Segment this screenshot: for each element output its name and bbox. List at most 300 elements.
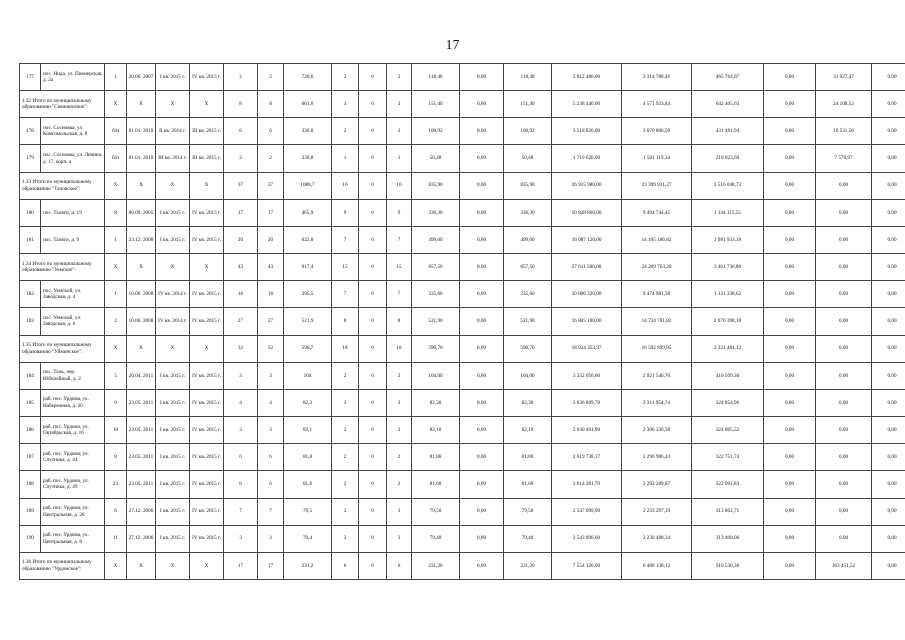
table-cell: 24 209 763,20 xyxy=(622,254,692,281)
table-cell: IV кв. 2015 г. xyxy=(190,471,224,498)
table-cell: 0,00 xyxy=(872,444,905,471)
table-cell: 82,3 xyxy=(284,389,332,416)
table-cell: IV кв. 2015 г. xyxy=(190,64,224,91)
table-cell: 2 xyxy=(387,118,412,145)
table-row xyxy=(20,118,905,145)
table-cell: 32 xyxy=(224,335,258,362)
subtotal-label: 1.36 Итого по муниципальному образованию "Урдомское": xyxy=(20,552,105,579)
table-cell: 01.01. 2010 xyxy=(127,145,156,172)
table-cell: 20.06. 2007 xyxy=(127,64,156,91)
table-cell: 917,4 xyxy=(284,254,332,281)
table-cell: 0 xyxy=(359,281,387,308)
table-cell: 16 xyxy=(332,172,359,199)
table-cell: 0,00 xyxy=(764,64,816,91)
table-cell: 14 734 781,82 xyxy=(622,308,692,335)
table-cell: 1 xyxy=(332,145,359,172)
table-cell: 0,00 xyxy=(460,417,504,444)
table-cell: 0,00 xyxy=(872,118,905,145)
table-cell: I кв. 2015 г. xyxy=(156,362,190,389)
table-cell: 81,6 xyxy=(284,471,332,498)
table-cell: I кв. 2015 г. xyxy=(156,417,190,444)
table-cell: 16 xyxy=(224,281,258,308)
table-cell: 6 480 138,12 xyxy=(622,552,692,579)
table-cell: 231,20 xyxy=(504,552,552,579)
table-cell: 10 xyxy=(105,417,127,444)
table-cell: 0,00 xyxy=(816,525,872,552)
table-cell: 17 xyxy=(258,199,284,226)
table-cell: 18 xyxy=(332,335,359,362)
table-cell: 3 332 056,00 xyxy=(552,362,622,389)
table-cell: 2 xyxy=(332,444,359,471)
table-cell: 0,00 xyxy=(816,199,872,226)
table-cell: 0,00 xyxy=(460,335,504,362)
table-cell: 81,60 xyxy=(412,471,460,498)
table-cell: 324 854,96 xyxy=(692,389,764,416)
table-cell: 104 xyxy=(284,362,332,389)
table-cell: 322 091,83 xyxy=(692,471,764,498)
table-cell: 43 xyxy=(258,254,284,281)
table-cell: 4 xyxy=(224,389,258,416)
table-cell: 9 474 981,38 xyxy=(622,281,692,308)
table-cell: 336,30 xyxy=(504,199,552,226)
table-cell: 324 065,52 xyxy=(692,417,764,444)
table-cell: б/н xyxy=(105,118,127,145)
table-cell: 82,30 xyxy=(412,389,460,416)
table-cell: 0,00 xyxy=(764,281,816,308)
subtotal-label: 1.33 Итого по муниципальному образованию "Таловское": xyxy=(20,172,105,199)
table-cell: 0 xyxy=(359,145,387,172)
table-cell: 2 233 297,19 xyxy=(622,498,692,525)
table-cell: 313 408,06 xyxy=(692,525,764,552)
table-cell: II кв. 2014 г. xyxy=(156,118,190,145)
table-cell: 20 xyxy=(224,226,258,253)
table-row xyxy=(20,199,905,226)
table-cell: 499,60 xyxy=(412,226,460,253)
table-row xyxy=(20,525,905,552)
table-cell: 0 xyxy=(359,254,387,281)
table-cell: IV кв. 2015 г. xyxy=(190,444,224,471)
table-cell: 7 xyxy=(224,498,258,525)
table-cell: 27 611 500,00 xyxy=(552,254,622,281)
table-cell: 6 xyxy=(258,444,284,471)
table-cell: 82,10 xyxy=(412,417,460,444)
table-cell: 0 xyxy=(359,226,387,253)
table-cell: 1 981 933,18 xyxy=(692,226,764,253)
table-cell: 3 516 048,73 xyxy=(692,172,764,199)
table-cell: 0,00 xyxy=(460,64,504,91)
table-cell: 32 xyxy=(258,335,284,362)
table-cell: 100,92 xyxy=(412,118,460,145)
table-cell: I кв. 2015 г. xyxy=(156,525,190,552)
table-cell: IV кв. 2015 г. xyxy=(190,389,224,416)
table-cell: X xyxy=(127,91,156,118)
table-cell: 720,6 xyxy=(284,64,332,91)
table-cell: 0 xyxy=(359,91,387,118)
table-cell: X xyxy=(156,172,190,199)
table-cell: 330,8 xyxy=(284,118,332,145)
table-cell: 7 554 120,00 xyxy=(552,552,622,579)
subtotal-row xyxy=(20,335,905,362)
table-cell: 2 543 896,60 xyxy=(552,525,622,552)
table-cell: 910 530,36 xyxy=(692,552,764,579)
table-cell: 6 xyxy=(387,552,412,579)
table-cell: 1 334 115,55 xyxy=(692,199,764,226)
table-cell: 1 xyxy=(387,145,412,172)
table-cell: 0 xyxy=(359,335,387,362)
table-cell: 642 405,63 xyxy=(692,91,764,118)
table-cell: 521,90 xyxy=(412,308,460,335)
table-cell: X xyxy=(190,172,224,199)
address-cell: пос. Таляги, д. 19 xyxy=(41,199,105,226)
subtotal-label: 1.34 Итого по муниципальному образованию "Уемское": xyxy=(20,254,105,281)
table-cell: X xyxy=(127,552,156,579)
row-number: 177 xyxy=(20,64,41,91)
table-cell: 336,30 xyxy=(412,199,460,226)
row-number: 185 xyxy=(20,389,41,416)
table-cell: IV кв. 2015 г. xyxy=(190,281,224,308)
table-cell: 17 xyxy=(258,552,284,579)
table-cell: 3 xyxy=(224,525,258,552)
table-cell: 857,50 xyxy=(412,254,460,281)
table-cell: 1 xyxy=(105,226,127,253)
table-cell: 8 xyxy=(224,91,258,118)
table-cell: 2 xyxy=(332,64,359,91)
table-cell: 322 751,74 xyxy=(692,444,764,471)
table-cell: 0,00 xyxy=(816,471,872,498)
subtotal-label: 1.32 Итого по муниципальному образованию "Снежнинское": xyxy=(20,91,105,118)
table-cell: 0,00 xyxy=(816,417,872,444)
table-cell: 3 xyxy=(332,417,359,444)
table-cell: 18 924 353,97 xyxy=(552,335,622,362)
subtotal-row xyxy=(20,254,905,281)
table-cell: X xyxy=(156,335,190,362)
table-cell: 0,00 xyxy=(816,308,872,335)
address-cell: пос. Таляги, д. 9 xyxy=(41,226,105,253)
table-cell: 18 xyxy=(387,335,412,362)
table-cell: 23 xyxy=(105,471,127,498)
table-cell: 7 xyxy=(258,498,284,525)
table-cell: 465 764,07 xyxy=(692,64,764,91)
table-cell: 15 xyxy=(387,254,412,281)
table-cell: 79,4 xyxy=(284,525,332,552)
subtotal-row xyxy=(20,172,905,199)
table-cell: 0,00 xyxy=(764,471,816,498)
row-number: 189 xyxy=(20,498,41,525)
table-cell: 2 547 099,90 xyxy=(552,498,622,525)
table-cell: X xyxy=(156,552,190,579)
table-cell: 0,00 xyxy=(872,281,905,308)
table-cell: 431 481,94 xyxy=(692,118,764,145)
table-cell: 0,00 xyxy=(872,389,905,416)
table-cell: 23.12. 2008 xyxy=(127,226,156,253)
table-cell: 2 xyxy=(387,64,412,91)
table-row xyxy=(20,64,905,91)
table-cell: 521,90 xyxy=(504,308,552,335)
table-cell: 0,00 xyxy=(460,525,504,552)
address-cell: пос. Сосновка, ул. Комсомольская, д. 8 xyxy=(41,118,105,145)
table-cell: 3 xyxy=(224,417,258,444)
row-number: 187 xyxy=(20,444,41,471)
table-cell: X xyxy=(127,172,156,199)
table-cell: 104,00 xyxy=(504,362,552,389)
table-cell: 118,40 xyxy=(504,64,552,91)
table-cell: 6 xyxy=(224,444,258,471)
table-cell: 50,48 xyxy=(412,145,460,172)
address-cell: раб. пос. Урдома, ул. Набережная, д. 26 xyxy=(41,389,105,416)
table-cell: 81,80 xyxy=(504,444,552,471)
table-cell: I кв. 2015 г. xyxy=(156,389,190,416)
table-cell: 0,00 xyxy=(460,498,504,525)
table-cell: 0,00 xyxy=(764,199,816,226)
table-cell: 2 619 738,17 xyxy=(552,444,622,471)
table-cell: 210 923,69 xyxy=(692,145,764,172)
table-cell: 0,00 xyxy=(872,64,905,91)
table-cell: 7 xyxy=(332,281,359,308)
table-cell: X xyxy=(105,91,127,118)
table-cell: 20.04. 2011 xyxy=(127,362,156,389)
table-cell: 79,40 xyxy=(412,525,460,552)
table-cell: 1088,7 xyxy=(284,172,332,199)
address-cell: пос. Уемский, ул. Заводская, д. 6 xyxy=(41,308,105,335)
table-cell: 2 xyxy=(105,308,127,335)
table-cell: 3 812 480,00 xyxy=(552,64,622,91)
address-cell: раб. пос. Урдома, ул. Спутника, д. 49 xyxy=(41,471,105,498)
table-cell: 0,00 xyxy=(872,91,905,118)
table-cell: X xyxy=(190,552,224,579)
table-cell: X xyxy=(190,91,224,118)
table-cell: III кв. 2015 г. xyxy=(190,118,224,145)
table-cell: 82,10 xyxy=(504,417,552,444)
table-cell: 3 xyxy=(387,389,412,416)
table-cell: 6 xyxy=(258,471,284,498)
table-cell: I кв. 2015 г. xyxy=(156,64,190,91)
table-cell: 3 xyxy=(332,91,359,118)
table-cell: 3 xyxy=(332,498,359,525)
table-cell: 0,00 xyxy=(764,362,816,389)
table-cell: 2 306 336,38 xyxy=(622,417,692,444)
table-cell: 395,5 xyxy=(284,281,332,308)
table-cell: 622,8 xyxy=(284,226,332,253)
table-cell: 0,00 xyxy=(764,417,816,444)
table-cell: IV кв. 2015 г. xyxy=(190,498,224,525)
table-cell: 8 xyxy=(105,199,127,226)
table-cell: 9 xyxy=(105,389,127,416)
table-cell: 9 494 744,45 xyxy=(622,199,692,226)
address-cell: раб. пос. Урдома, ул. Спутника, д. 44 xyxy=(41,444,105,471)
table-cell: 81,8 xyxy=(284,444,332,471)
table-cell: 79,50 xyxy=(504,498,552,525)
table-cell: 5 xyxy=(105,362,127,389)
table-cell: 0,00 xyxy=(872,308,905,335)
table-cell: 6 xyxy=(258,118,284,145)
table-row xyxy=(20,145,905,172)
table-cell: 37 xyxy=(258,172,284,199)
table-cell: 1 719 620,00 xyxy=(552,145,622,172)
table-row xyxy=(20,362,905,389)
table-row xyxy=(20,498,905,525)
table-cell: 9 xyxy=(387,199,412,226)
table-cell: 4 571 923,84 xyxy=(622,91,692,118)
table-cell: 27 xyxy=(224,308,258,335)
table-row xyxy=(20,389,905,416)
table-cell: IV кв. 2015 г. xyxy=(190,362,224,389)
table-cell: IV кв. 2015 г. xyxy=(190,417,224,444)
table-cell: 0,00 xyxy=(460,172,504,199)
table-cell: 0,00 xyxy=(764,226,816,253)
table-cell: 23 399 931,27 xyxy=(622,172,692,199)
table-cell: 0 xyxy=(359,389,387,416)
table-cell: III кв. 2015 г. xyxy=(190,145,224,172)
table-cell: 79,40 xyxy=(504,525,552,552)
table-cell: X xyxy=(105,254,127,281)
table-cell: 27 xyxy=(258,308,284,335)
table-cell: 0,00 xyxy=(764,335,816,362)
table-cell: 335,60 xyxy=(504,281,552,308)
table-cell: IV кв. 2015 г. xyxy=(190,525,224,552)
table-cell: 81,80 xyxy=(412,444,460,471)
table-cell: 16 592 899,85 xyxy=(622,335,692,362)
table-cell: 14 105 186,82 xyxy=(622,226,692,253)
table-row xyxy=(20,471,905,498)
table-cell: 0,00 xyxy=(764,552,816,579)
table-cell: 24 108,53 xyxy=(816,91,872,118)
page-number: 17 xyxy=(445,38,460,53)
table-row xyxy=(20,417,905,444)
table-cell: 27.12. 2006 xyxy=(127,498,156,525)
table-row xyxy=(20,444,905,471)
address-cell: раб. пос. Урдома, ул. Центральная, д. 8 xyxy=(41,525,105,552)
table-cell: 23.05. 2011 xyxy=(127,471,156,498)
table-cell: 10.06. 2008 xyxy=(127,281,156,308)
table-cell: 16 531,56 xyxy=(816,118,872,145)
table-cell: 81,60 xyxy=(504,471,552,498)
table-cell: 0,00 xyxy=(460,389,504,416)
table-cell: X xyxy=(190,254,224,281)
table-cell: 06.09. 2005 xyxy=(127,199,156,226)
table-cell: I кв. 2015 г. xyxy=(156,471,190,498)
table-cell: 0,00 xyxy=(460,91,504,118)
table-cell: III кв. 2014 г. xyxy=(156,145,190,172)
table-row xyxy=(20,226,905,253)
address-cell: раб. пос. Урдома, ул. Октябрьская, д. 16 xyxy=(41,417,105,444)
table-cell: 0,00 xyxy=(872,226,905,253)
table-cell: 0 xyxy=(359,308,387,335)
table-row xyxy=(20,281,905,308)
row-number: 190 xyxy=(20,525,41,552)
table-cell: 3 xyxy=(332,525,359,552)
table-cell: 8 xyxy=(105,444,127,471)
table-cell: 0 xyxy=(359,417,387,444)
table-cell: 7 xyxy=(332,226,359,253)
row-number: 180 xyxy=(20,199,41,226)
table-cell: 0,00 xyxy=(816,335,872,362)
table-cell: 0 xyxy=(359,362,387,389)
table-cell: 26 915 980,00 xyxy=(552,172,622,199)
table-cell: 16 xyxy=(387,172,412,199)
table-cell: 0,00 xyxy=(764,145,816,172)
table-cell: 3 070 806,50 xyxy=(622,118,692,145)
table-cell: 0,00 xyxy=(460,281,504,308)
table-cell: 2 230 488,34 xyxy=(622,525,692,552)
table-cell: 50,48 xyxy=(504,145,552,172)
table-cell: 3 xyxy=(387,91,412,118)
table-cell: 0,00 xyxy=(872,172,905,199)
table-cell: 01.01. 2010 xyxy=(127,118,156,145)
table-cell: 151,40 xyxy=(412,91,460,118)
table-cell: X xyxy=(156,91,190,118)
table-cell: 100,92 xyxy=(504,118,552,145)
table-cell: 590,70 xyxy=(504,335,552,362)
table-cell: 0,00 xyxy=(764,525,816,552)
table-cell: 2 xyxy=(224,64,258,91)
table-cell: 10.06. 2008 xyxy=(127,308,156,335)
table-cell: 521,9 xyxy=(284,308,332,335)
table-cell: 16 087 120,00 xyxy=(552,226,622,253)
table-cell: X xyxy=(105,335,127,362)
table-cell: 2 614 381,70 xyxy=(552,471,622,498)
table-cell: 82,30 xyxy=(504,389,552,416)
table-cell: 0,00 xyxy=(872,145,905,172)
table-cell: 10 806 320,00 xyxy=(552,281,622,308)
table-cell: 0,00 xyxy=(460,226,504,253)
table-cell: 2 xyxy=(224,145,258,172)
table-cell: 3 xyxy=(258,362,284,389)
table-cell: 2 xyxy=(387,471,412,498)
table-cell: 590,70 xyxy=(412,335,460,362)
table-cell: б/н xyxy=(105,145,127,172)
table-cell: 10 828 860,00 xyxy=(552,199,622,226)
table-cell: 23.05. 2011 xyxy=(127,389,156,416)
table-cell: 0 xyxy=(359,498,387,525)
table-cell: 410 509,30 xyxy=(692,362,764,389)
table-row xyxy=(20,308,905,335)
table-cell: 2 xyxy=(258,64,284,91)
table-cell: 499,60 xyxy=(504,226,552,253)
row-number: 182 xyxy=(20,281,41,308)
address-cell: пос. Уемский, ул. Заводская, д. 4 xyxy=(41,281,105,308)
row-number: 184 xyxy=(20,362,41,389)
table-cell: 6 xyxy=(332,552,359,579)
address-cell: пос. Таль, пер. Юбилейный, д. 2 xyxy=(41,362,105,389)
housing-relocation-table xyxy=(19,63,905,580)
table-cell: 0,00 xyxy=(872,552,905,579)
table-cell: 0,00 xyxy=(872,525,905,552)
row-number: 178 xyxy=(20,118,41,145)
table-cell: 104,00 xyxy=(412,362,460,389)
table-cell: 0,00 xyxy=(460,308,504,335)
table-cell: 2 xyxy=(332,362,359,389)
table-cell: IV кв. 2015 г. xyxy=(190,199,224,226)
subtotal-row xyxy=(20,91,905,118)
table-cell: 0,00 xyxy=(764,254,816,281)
table-cell: 1 xyxy=(105,281,127,308)
table-cell: 0,00 xyxy=(460,118,504,145)
table-cell: 2 921 546,70 xyxy=(622,362,692,389)
table-cell: X xyxy=(127,254,156,281)
table-cell: 0,00 xyxy=(764,118,816,145)
table-cell: 2 630 401,90 xyxy=(552,417,622,444)
table-cell: 0,00 xyxy=(460,362,504,389)
table-cell: 330,8 xyxy=(284,145,332,172)
table-cell: 0,00 xyxy=(816,498,872,525)
table-cell: 313 802,71 xyxy=(692,498,764,525)
table-cell: 9 xyxy=(332,199,359,226)
table-cell: 0,00 xyxy=(764,444,816,471)
table-cell: 0,00 xyxy=(764,172,816,199)
table-cell: 0,00 xyxy=(872,254,905,281)
table-cell: 15 xyxy=(332,254,359,281)
table-cell: 3 xyxy=(387,498,412,525)
